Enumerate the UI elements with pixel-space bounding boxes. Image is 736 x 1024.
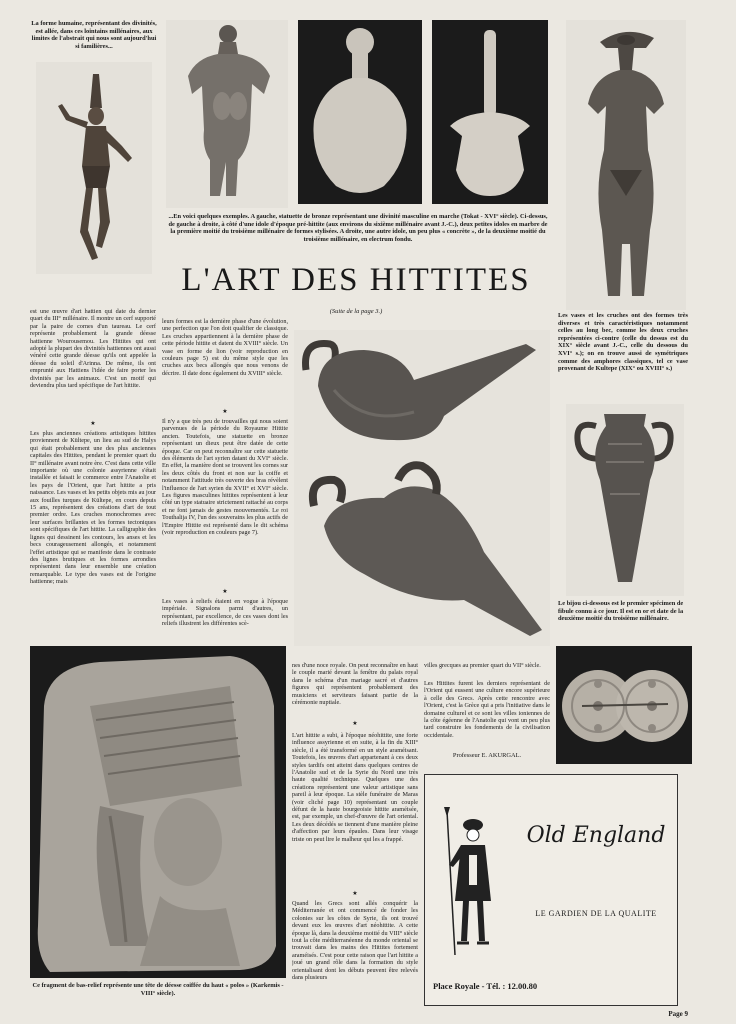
column-3-paragraph-3: Quand les Grecs sont allés conquérir la Méditerranée et ont commencé de fonder les colonies sur les côtes de Syrie, ils ont trouvé devant eux les œuvres d'art néohittite. A cette époque là, dans la deuxième moitié du VIII° siècle tout la côte méditerranéenne du monde oriental se trouvait dans les mains des Hittites fortement araméisés. C'est pour cette raison que l'art hittite a joué un grand rôle dans la formation du style orientalisant dont les débuts peuvent être relevés dans plusieurs xyxy=(292,900,418,982)
electrum-idol-photo xyxy=(566,20,686,310)
beaked-jugs-photo xyxy=(294,330,550,646)
section-star: ★ xyxy=(222,589,228,595)
old-england-advertisement xyxy=(424,774,678,1006)
gold-fibula-photo xyxy=(556,646,692,764)
column-3-paragraph-1: nes d'une noce royale. On peut reconnaître en haut le couple marié devant la fenêtre du palais royal dans le schéma d'un mariage sacré et d'autres figures qui représentent probablement des musiciens et serviteurs faisant partie de la cérémonie nuptiale. xyxy=(292,662,418,707)
section-star: ★ xyxy=(352,721,358,727)
article-subtitle: (Suite de la page 3.) xyxy=(329,308,383,315)
intro-caption: La forme humaine, représentant des divinités, est allée, dans ces lointains millénaires, aux limites de l'abstrait qui nous sont aujourd'hui si familières... xyxy=(31,20,157,50)
section-star: ★ xyxy=(352,891,358,897)
marble-idol-photo-1 xyxy=(298,20,422,204)
ad-tagline: LE GARDIEN DE LA QUALITE xyxy=(535,909,657,918)
pre-hittite-idol-photo xyxy=(166,20,288,208)
relief-caption: Ce fragment de bas-relief représente une tête de déesse coiffée du haut « polos » (Karkemis - VIII° siècle). xyxy=(32,982,284,997)
column-2-paragraph-2: Il n'y a que très peu de trouvailles qui nous soient parvenues de la période du Royaume Hittite ancien. Toutefois, une statuette en bronze représentant un dieux peut être datée de cette époque. Car on peut reconnaître sur cette statuette des éléments de l'art syrien datant du XVI° siècle. En effet, la manière dont se trouvent les cornes sur les deux côtés du front et non sur la coiffe et notamment l'attitude très ouverte des bras révèlent l'influence de l'art syrien du XVII° et XVI° siècle. Les figures masculines hittites représentent à leur côté un type statuaire strictement rattaché au corps et ne font jamais de gestes mouvementés. Le roi Touthalija IV, l'un des souverains les plus actifs de l'Empire Hittite est représenté dans le dit schéma (voir reproduction en couleurs page 7). xyxy=(162,418,288,537)
kultepe-amphora-photo xyxy=(566,404,684,596)
bronze-statuette-figure xyxy=(36,62,152,274)
column-2-paragraph-3: Les vases à reliefs étaient en vogue à l'époque impériale. Signalons parmi d'autres, un représentant, par excellence, de ces vases dont les reliefs illustrent les différentes scè- xyxy=(162,598,288,628)
article-title: L'ART DES HITTITES xyxy=(181,262,531,298)
brand-logo: Old England xyxy=(526,823,666,848)
column-1-paragraph-2: Les plus anciennes créations artistiques hittites proviennent de Kültepe, un lieu au sud de Halys qui était probablement une des plus anciennes capitales des Hittites, pendant le premier quart du II° millénaire avant notre ère. C'est dans cette ville importante où une colonie assyrienne s'était installée et faisait le commerce entre l'Anatolie et les pays de l'Orient, que l'art hittite a pris naissance. Les vases et les petits objets mis au jour aux fouilles turques de Kültepe, en cours depuis 15 ans, représentent des créations d'art de tout premier ordre. Les cruches monochromes avec leur surfaces brillantes et les formes tectoniques sont spécifiques de l'art hittite. La calligraphie des lignes qui dessinent les contours, les anses et les becs courageusement allongés, et notamment l'effet artistique qui se manifeste dans le contraste des lignes brutiques et les formes arrondies représentent dans leur ensemble une création remarquable. Le type des vases est de l'origine hattienne; mais xyxy=(30,430,156,586)
fibula-caption: Le bijou ci-dessous est le premier spécimen de fibule connu à ce jour. Il est en or et date de la deuxième moitié du troisième millénaire. xyxy=(558,600,684,623)
vases-caption: Les vases et les cruches ont des formes très diverses et très caractéristiques notamment celles au long bec, comme les deux cruches représentées ci-contre (celle du dessus est du XIX° siècle avant J.-C., celle du dessous du XVI° s.); on en trouve aussi de symétriques comme des amphores classiques, tel ce vase provenant de Kultepe (XIX° ou XVIII° s.) xyxy=(558,312,688,373)
column-4-paragraph-2: Les Hittites furent les derniers représentant de l'Orient qui eussent une culture encore supérieure à celle des Grecs. Après cette rencontre avec l'Orient, c'est la Grèce qui a pris l'initiative dans le domaine culturel et ce sont les villes ioniennes de la côte égéenne de l'Anatolie qui vont un peu plus tard construire les fondements de la civilisation occidentale. xyxy=(424,680,550,739)
column-1-paragraph-1: est une œuvre d'art hattien qui date du dernier quart du III° millénaire. Il montre un cerf supporté par la paire de cornes d'un taureau. Le cerf représente probablement la grande déesse hattienne Wourousemou. Les Hittites qui ont adopté la plupart des divinités hattiennes ont aussi vénéré cette grande déesse qu'ils ont appelée la déesse du soleil d'Arinna. De même, ils ont emprunté aux Hattiens l'idée de faire porter les divinités par les animaux. C'est un motif qui deviendra plus tard spécifique de l'art hittite. xyxy=(30,308,156,390)
ad-address: Place Royale - Tél. : 12.00.80 xyxy=(433,981,538,991)
marble-idol-photo-2 xyxy=(432,20,548,204)
column-4-paragraph-1: villes grecques au premier quart du VII° siècle. xyxy=(424,662,541,669)
beefeater-guard-illustration xyxy=(441,805,501,955)
bronze-statuette-photo xyxy=(36,62,152,274)
section-star: ★ xyxy=(90,421,96,427)
section-star: ★ xyxy=(222,409,228,415)
column-3-paragraph-2: L'art hittite a subi, à l'époque néohittite, une forte influence assyrienne et en suite, à la fin du XIII° siècle, il a été transformé en un style araméisant. Toutefois, les œuvres d'art appartenant à ces deux styles tardifs ont atteint dans quelques centres de l'Anatolie sud et de la Syrie du Nord une très haute qualité technique. Quelques une des créations représentent une valeur artistique sans pareil à leur époque. La stèle funéraire de Maras (voir cliché page 10) représentant un couple défunt de la haute bourgeoisie hittite araméisée, est, par exemple, un chef-d'œuvre de l'art oriental. Les deux décédés se tiennent d'une manière pleine d'affection par leurs épaules. Dans leur visage triste on peut lire le malheur qui les a frappé. xyxy=(292,732,418,843)
column-2-paragraph-1: leurs formes est la dernière phase d'une évolution, une perfection que l'on doit qualifier de classique. Les cruches appartiennent à la dernière phase de cette période hittite et datent du XVIII° siècle. Un vase en forme de lion (voir reproduction en couleurs page 5) est du même style que les cruches aux becs allongés que nous venons de décrire. Il date donc également du XVIII° siècle. xyxy=(162,318,288,377)
author-signature: Professeur E. AKURGAL. xyxy=(452,752,522,759)
karkemis-relief-photo xyxy=(30,646,286,978)
top-idols-caption: ...En voici quelques exemples. A gauche, statuette de bronze représentant une divinité masculine en marche (Tokat - XVI° siècle). Ci-dessus, de gauche à droite, à côté d'une idole d'époque pré-hittite (aux environs du sixième millénaire avant J.-C.), deux petites idoles en marbre de la première moitié du troisième millénaire de formes stylisées. A droite, une autre idole, un peu plus « concrète », de la deuxième moitié du troisième millénaire, en electrum fondu. xyxy=(168,213,548,243)
page-number: Page 9 xyxy=(668,1010,688,1018)
